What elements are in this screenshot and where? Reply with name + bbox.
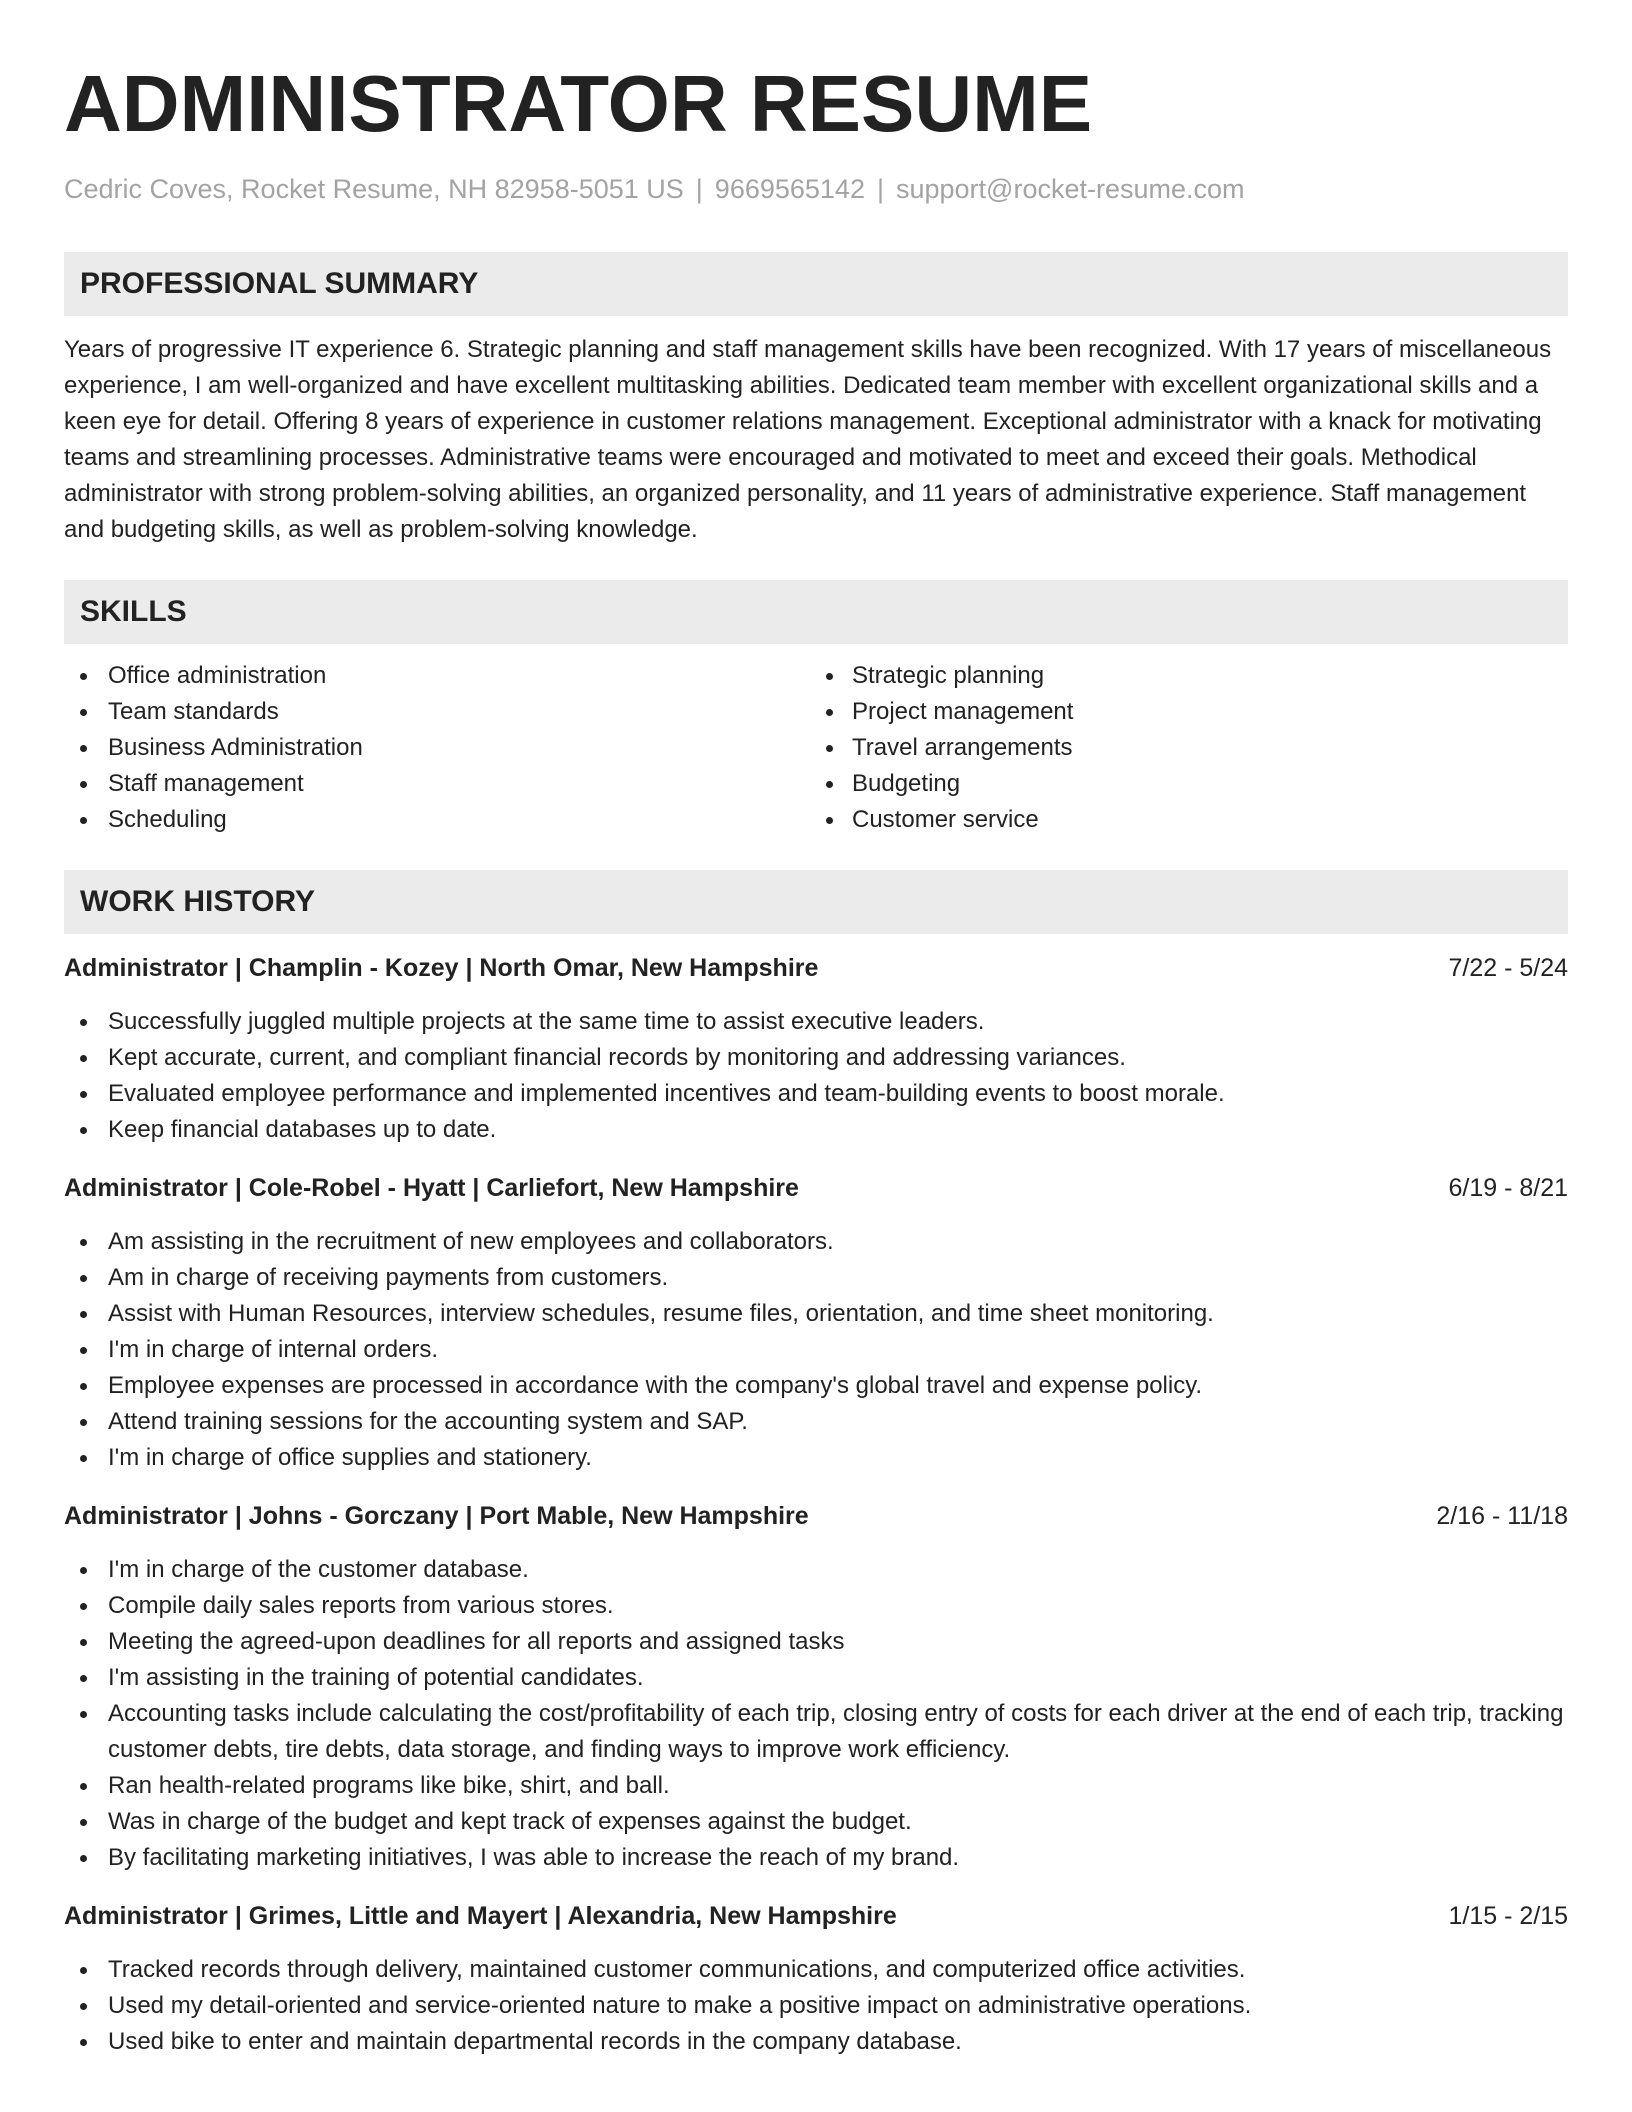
job-entry (64, 1898, 1568, 2060)
section-heading-skills: SKILLS (64, 580, 1568, 644)
skill-item: Scheduling (64, 802, 816, 838)
job-entry (64, 950, 1568, 1148)
job-bullet: Employee expenses are processed in accordance with the company's global travel and expense policy. (64, 1368, 1568, 1404)
contact-address: Cedric Coves, Rocket Resume, NH 82958-5051 US (64, 174, 684, 204)
job-bullet: I'm in charge of office supplies and stationery. (64, 1440, 1568, 1476)
job-title: Administrator | Champlin - Kozey | North Omar, New Hampshire (64, 954, 819, 982)
job-bullet: I'm in charge of internal orders. (64, 1332, 1568, 1368)
job-bullet: By facilitating marketing initiatives, I was able to increase the reach of my brand. (64, 1840, 1568, 1876)
skill-item: Project management (816, 694, 1568, 730)
job-header (64, 1170, 1568, 1206)
job-bullet: Successfully juggled multiple projects at the same time to assist executive leaders. (64, 1004, 1568, 1040)
job-bullet: Compile daily sales reports from various stores. (64, 1588, 1568, 1624)
job-bullet: I'm assisting in the training of potential candidates. (64, 1660, 1568, 1696)
job-dates: 6/19 - 8/21 (1448, 1174, 1568, 1202)
job-bullet: Ran health-related programs like bike, shirt, and ball. (64, 1768, 1568, 1804)
job-title: Administrator | Grimes, Little and Mayert | Alexandria, New Hampshire (64, 1902, 897, 1930)
job-entry (64, 1498, 1568, 1876)
contact-email: support@rocket-resume.com (895, 174, 1245, 204)
contact-separator: | (876, 174, 884, 204)
job-bullets (64, 1004, 1568, 1148)
job-bullet: Assist with Human Resources, interview schedules, resume files, orientation, and time sheet monitoring. (64, 1296, 1568, 1332)
job-bullet: Was in charge of the budget and kept track of expenses against the budget. (64, 1804, 1568, 1840)
skills-list (64, 658, 1568, 838)
job-dates: 2/16 - 11/18 (1436, 1502, 1568, 1530)
skill-item: Team standards (64, 694, 816, 730)
skill-item: Travel arrangements (816, 730, 1568, 766)
job-bullet: Kept accurate, current, and compliant financial records by monitoring and addressing variances. (64, 1040, 1568, 1076)
skill-item: Strategic planning (816, 658, 1568, 694)
job-bullet: Attend training sessions for the accounting system and SAP. (64, 1404, 1568, 1440)
contact-separator: | (695, 174, 703, 204)
job-header (64, 1898, 1568, 1934)
job-bullet: Tracked records through delivery, maintained customer communications, and computerized office activities. (64, 1952, 1568, 1988)
work-history-list (64, 950, 1568, 2060)
job-title: Administrator | Cole-Robel - Hyatt | Carliefort, New Hampshire (64, 1174, 799, 1202)
contact-line (64, 172, 1568, 206)
job-title: Administrator | Johns - Gorczany | Port Mable, New Hampshire (64, 1502, 809, 1530)
skill-item: Staff management (64, 766, 816, 802)
job-bullet: Am assisting in the recruitment of new employees and collaborators. (64, 1224, 1568, 1260)
skills-column-left (64, 658, 816, 838)
skill-item: Office administration (64, 658, 816, 694)
job-bullet: Meeting the agreed-upon deadlines for all reports and assigned tasks (64, 1624, 1568, 1660)
job-bullet: Evaluated employee performance and implemented incentives and team-building events to boost morale. (64, 1076, 1568, 1112)
job-bullets (64, 1224, 1568, 1476)
job-bullet: Accounting tasks include calculating the cost/profitability of each trip, closing entry of costs for each driver at the end of each trip, tracking customer debts, tire debts, data storage, and finding ways to improve work efficiency. (64, 1696, 1568, 1768)
job-bullet: Keep financial databases up to date. (64, 1112, 1568, 1148)
skills-column-right (816, 658, 1568, 838)
job-header (64, 1498, 1568, 1534)
section-heading-work: WORK HISTORY (64, 870, 1568, 934)
section-heading-summary: PROFESSIONAL SUMMARY (64, 252, 1568, 316)
resume-title: ADMINISTRATOR RESUME (64, 59, 1093, 148)
job-bullets (64, 1952, 1568, 2060)
summary-text: Years of progressive IT experience 6. Strategic planning and staff management skills have been recognized. With 17 years of miscellaneous experience, I am well-organized and have excellent multitasking abilities. Dedicated team member with excellent organizational skills and a keen eye for detail. Offering 8 years of experience in customer relations management. Exceptional administrator with a knack for motivating teams and streamlining processes. Administrative teams were encouraged and motivated to meet and exceed their goals. Methodical administrator with strong problem-solving abilities, an organized personality, and 11 years of administrative experience. Staff management and budgeting skills, as well as problem-solving knowledge. (64, 336, 1552, 543)
skill-item: Budgeting (816, 766, 1568, 802)
job-bullet: Used my detail-oriented and service-oriented nature to make a positive impact on administrative operations. (64, 1988, 1568, 2024)
job-bullet: Used bike to enter and maintain departmental records in the company database. (64, 2024, 1568, 2060)
job-header (64, 950, 1568, 986)
job-dates: 7/22 - 5/24 (1448, 954, 1568, 982)
job-bullet: I'm in charge of the customer database. (64, 1552, 1568, 1588)
job-entry (64, 1170, 1568, 1476)
job-bullet: Am in charge of receiving payments from customers. (64, 1260, 1568, 1296)
job-dates: 1/15 - 2/15 (1448, 1902, 1568, 1930)
job-bullets (64, 1552, 1568, 1876)
contact-phone: 9669565142 (714, 174, 865, 204)
skill-item: Customer service (816, 802, 1568, 838)
skill-item: Business Administration (64, 730, 816, 766)
